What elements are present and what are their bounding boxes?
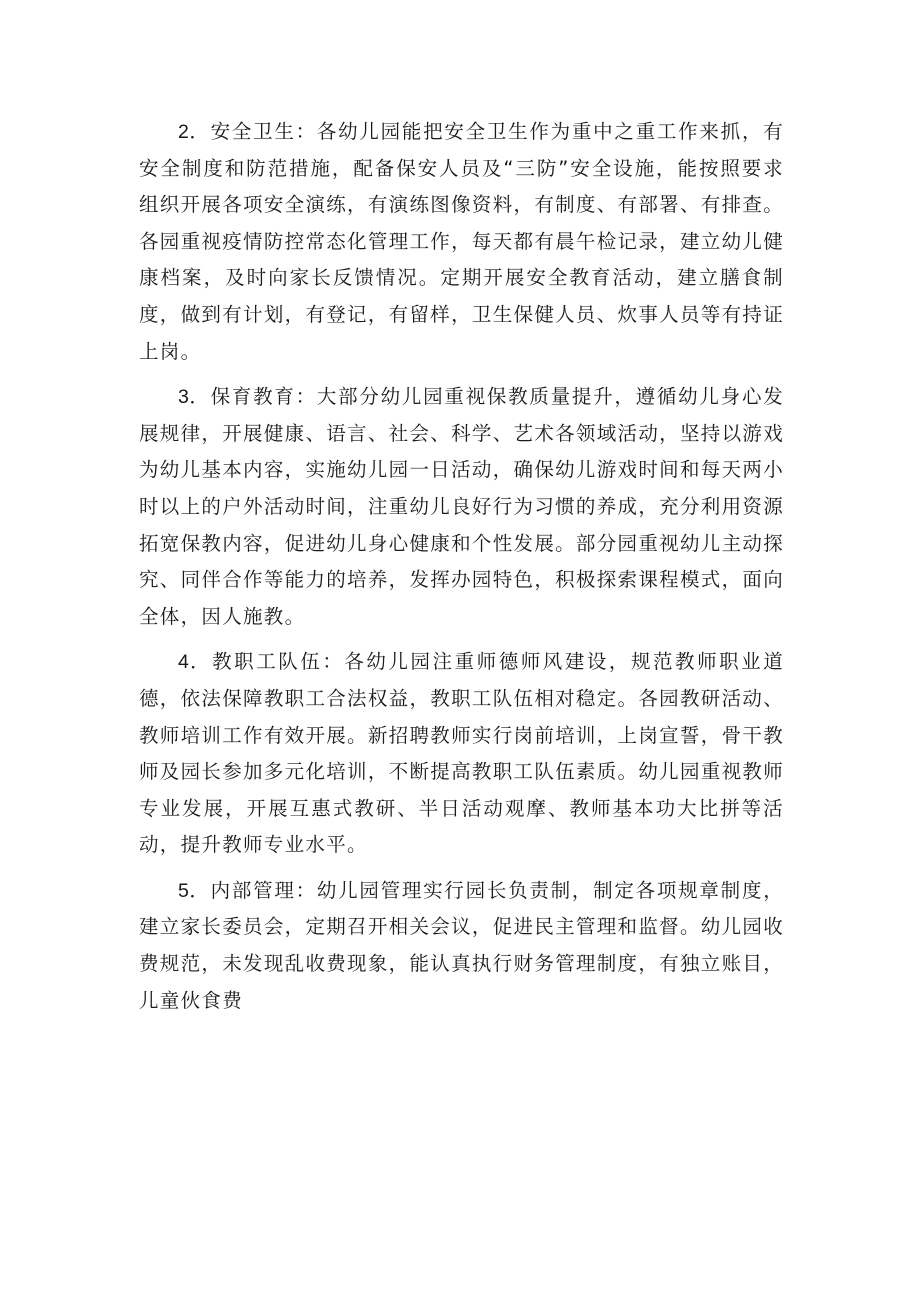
- document-body: [139, 114, 784, 1019]
- paragraph-number: 4: [178, 651, 189, 674]
- paragraph-internal-management: [139, 873, 784, 1019]
- paragraph-text: ．内部管理：幼儿园管理实行园长负责制，制定各项规章制度，建立家长委员会，定期召开相关会议，促进民主管理和监督。幼儿园收费规范，未发现乱收费现象，能认真执行财务管理制度，有独立账目，儿童伙食费: [139, 878, 784, 1012]
- paragraph-text: ．教职工队伍：各幼儿园注重师德师风建设，规范教师职业道德，依法保障教职工合法权益，教职工队伍相对稳定。各园教研活动、教师培训工作有效开展。新招聘教师实行岗前培训，上岗宣誓，骨干教师及园长参加多元化培训，不断提高教职工队伍素质。幼儿园重视教师专业发展，开展互惠式教研、半日活动观摩、教师基本功大比拼等活动，提升教师专业水平。: [139, 650, 784, 857]
- paragraph-care-education: [139, 379, 784, 635]
- paragraph-number: 2: [178, 121, 189, 143]
- paragraph-staff-team: [139, 644, 784, 864]
- paragraph-text: ．保育教育：大部分幼儿园重视保教质量提升，遵循幼儿身心发展规律，开展健康、语言、社会、科学、艺术各领域活动，坚持以游戏为幼儿基本内容，实施幼儿园一日活动，确保幼儿游戏时间和每天两小时以上的户外活动时间，注重幼儿良好行为习惯的养成，充分利用资源拓宽保教内容，促进幼儿身心健康和个性发展。部分园重视幼儿主动探究、同伴合作等能力的培养，发挥办园特色，积极探索课程模式，面向全体，因人施教。: [139, 385, 784, 628]
- paragraph-text: ．安全卫生：各幼儿园能把安全卫生作为重中之重工作来抓，有安全制度和防范措施，配备保安人员及“三防”安全设施，能按照要求组织开展各项安全演练，有演练图像资料，有制度、有部署、有排查。各园重视疫情防控常态化管理工作，每天都有晨午检记录，建立幼儿健康档案，及时向家长反馈情况。定期开展安全教育活动，建立膳食制度，做到有计划，有登记，有留样，卫生保健人员、炊事人员等有持证上岗。: [139, 120, 784, 363]
- paragraph-number: 3: [178, 386, 189, 409]
- paragraph-number: 5: [178, 879, 189, 902]
- paragraph-safety-hygiene: [139, 114, 784, 370]
